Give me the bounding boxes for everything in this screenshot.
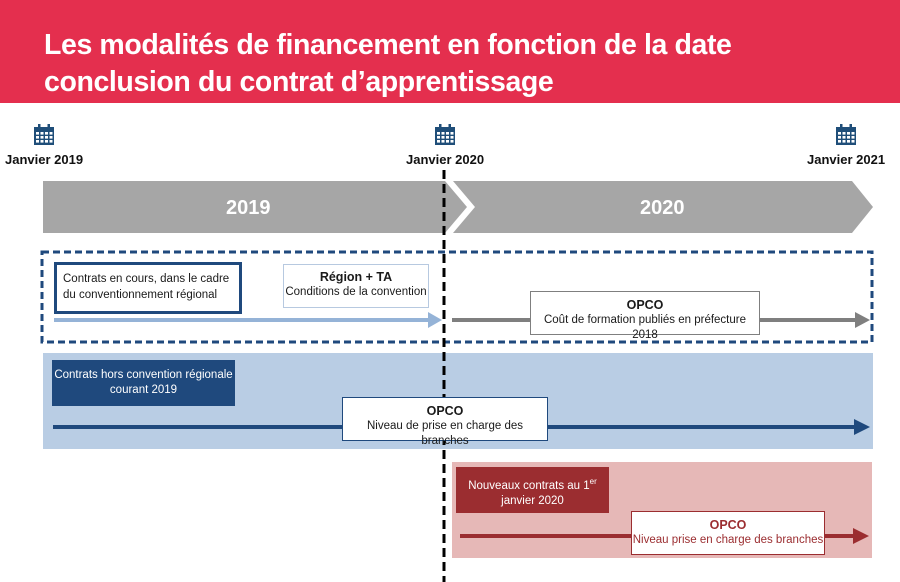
contrats-en-cours-label: Contrats en cours, dans le cadre du conventionnement régional bbox=[63, 273, 230, 301]
title-line-1: Les modalités de financement en fonction de la date bbox=[44, 29, 732, 61]
date-label-2021: Janvier 2021 bbox=[807, 152, 886, 167]
opco-nouveaux-title: OPCO bbox=[709, 518, 747, 532]
region-arrow-head bbox=[428, 312, 442, 328]
date-label-2020: Janvier 2020 bbox=[406, 152, 485, 167]
calendar-icon-2021 bbox=[836, 124, 856, 145]
year-label-2020: 2020 bbox=[640, 197, 685, 219]
opco-branches-title: OPCO bbox=[426, 404, 464, 418]
opco-cout-box bbox=[530, 291, 760, 341]
opco-cout-subtitle: Coût de formation publiés en préfecture 2018 bbox=[543, 314, 746, 341]
hors-convention-label: Contrats hors convention régionale courant 2019 bbox=[54, 369, 233, 396]
region-ta-title: Région + TA bbox=[319, 270, 393, 284]
opco-nouveaux-box bbox=[631, 511, 825, 555]
hors-convention-box bbox=[52, 360, 235, 406]
region-ta-subtitle: Conditions de la convention bbox=[285, 286, 427, 298]
opco-cout-title: OPCO bbox=[626, 298, 664, 312]
opco-arrow-head bbox=[855, 312, 870, 328]
contrats-en-cours-box bbox=[54, 262, 242, 314]
nouveaux-contrats-label-prefix: Nouveaux contrats au 1 bbox=[468, 479, 590, 492]
date-label-2019: Janvier 2019 bbox=[5, 152, 84, 167]
nouveaux-contrats-box bbox=[456, 467, 609, 513]
title-line-2: conclusion du contrat d’apprentissage bbox=[44, 66, 554, 98]
region-ta-box bbox=[283, 264, 429, 308]
opco-branches-subtitle: Niveau de prise en charge des branches bbox=[367, 420, 523, 447]
nouveaux-contrats-label-suffix: janvier 2020 bbox=[501, 494, 564, 507]
calendar-icon-2020 bbox=[435, 124, 455, 145]
opco-branches-box bbox=[342, 397, 548, 447]
opco-nouveaux-subtitle: Niveau prise en charge des branches bbox=[632, 534, 824, 546]
year-label-2019: 2019 bbox=[226, 197, 271, 219]
nouveaux-contrats-label-sup: er bbox=[589, 477, 597, 486]
calendar-icon-2019 bbox=[34, 124, 54, 145]
